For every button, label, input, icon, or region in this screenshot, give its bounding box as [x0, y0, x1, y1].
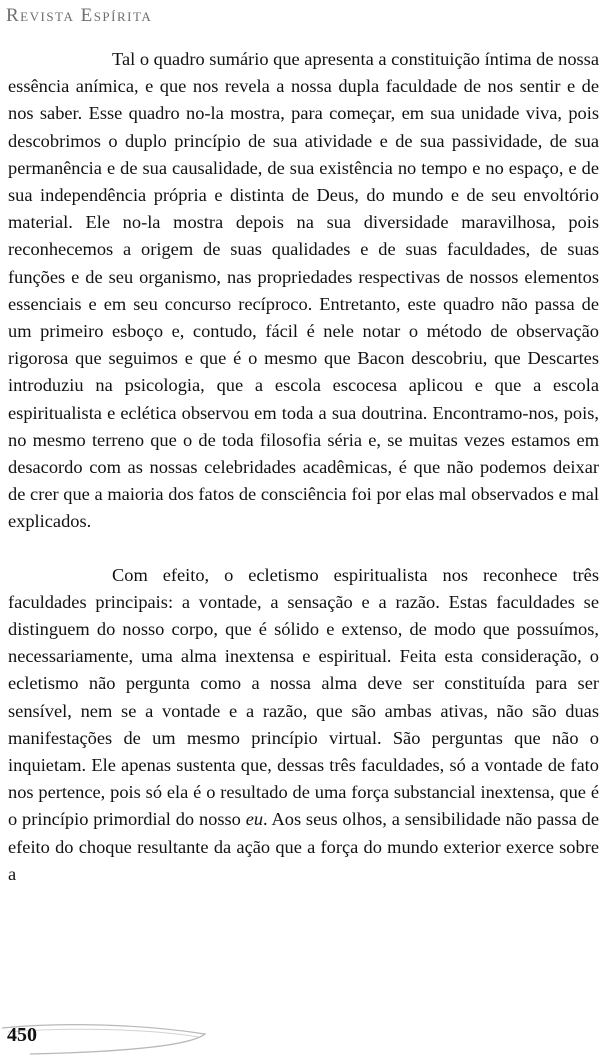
paragraph-1-text: Tal o quadro sumário que apresenta a constituição íntima de nossa essência anímica, e que nos revela a nossa dupla faculdade de nos sentir e de nos saber. Esse quadro no-la mostra, para começar, em sua unidade viva, pois descobrimos o duplo princípio de sua atividade e de sua passividade, de sua permanência e de sua causalidade, de sua existência no tempo e no espaço, e de sua independência própria e distinta de Deus, do mundo e de seu envoltório material. Ele no-la mostra depois na sua diversidade maravilhosa, pois reconhecemos a origem de suas qualidades e de suas faculdades, de suas funções e de seu organismo, nas propriedades respectivas de nossos elementos essenciais e em seu concurso recíproco. Entretanto, este quadro não passa de um primeiro esboço e, contudo, fácil é nele notar o método de observação rigorosa que seguimos e que é o mesmo que Bacon descobriu, que Descartes introduziu na psicologia, que a escola escocesa aplicou e que a escola espiritualista e eclética observou em toda a sua doutrina. Encontramo-nos, pois, no mesmo terreno que o de toda filosofia séria e, se muitas vezes estamos em desacordo com as nossas celebridades acadêmicas, é que não podemos deixar de crer que a maioria dos fatos de consciência foi por elas mal observados e mal explicados. — [8, 49, 599, 532]
paragraph-2-text-before: Com efeito, o ecletismo espiritualista nos reconhece três faculdades principais: a vontade, a sensação e a razão. Estas faculdades se distinguem do nosso corpo, que é sólido e extenso, de modo que possuímos, necessariamente, uma alma inextensa e espiritual. Feita esta consideração, o ecletismo não pergunta como a nossa alma deve ser constituída para ser sensível, nem se a vontade e a razão, que são ambas ativas, não são duas manifestações de um mesmo princípio virtual. São perguntas que não o inquietam. Ele apenas sustenta que, dessas três faculdades, só a vontade de fato nos pertence, pois só ela é o resultado de uma força substancial inextensa, que é o princípio primordial do nosso — [8, 564, 599, 830]
paragraph-1 — [8, 46, 599, 536]
running-header: Revista Espírita — [6, 5, 153, 26]
paragraph-2 — [8, 562, 599, 888]
page-number: 450 — [7, 1024, 37, 1046]
paragraph-2-italic-word: eu — [245, 809, 264, 830]
body-text — [8, 46, 599, 888]
paragraph-2-text-after: . Aos seus olhos, a sensibilidade não passa de efeito do choque resultante da ação que a força do mundo exterior exerce sobre a — [8, 809, 599, 884]
footer-swoosh-ornament — [0, 1016, 260, 1058]
